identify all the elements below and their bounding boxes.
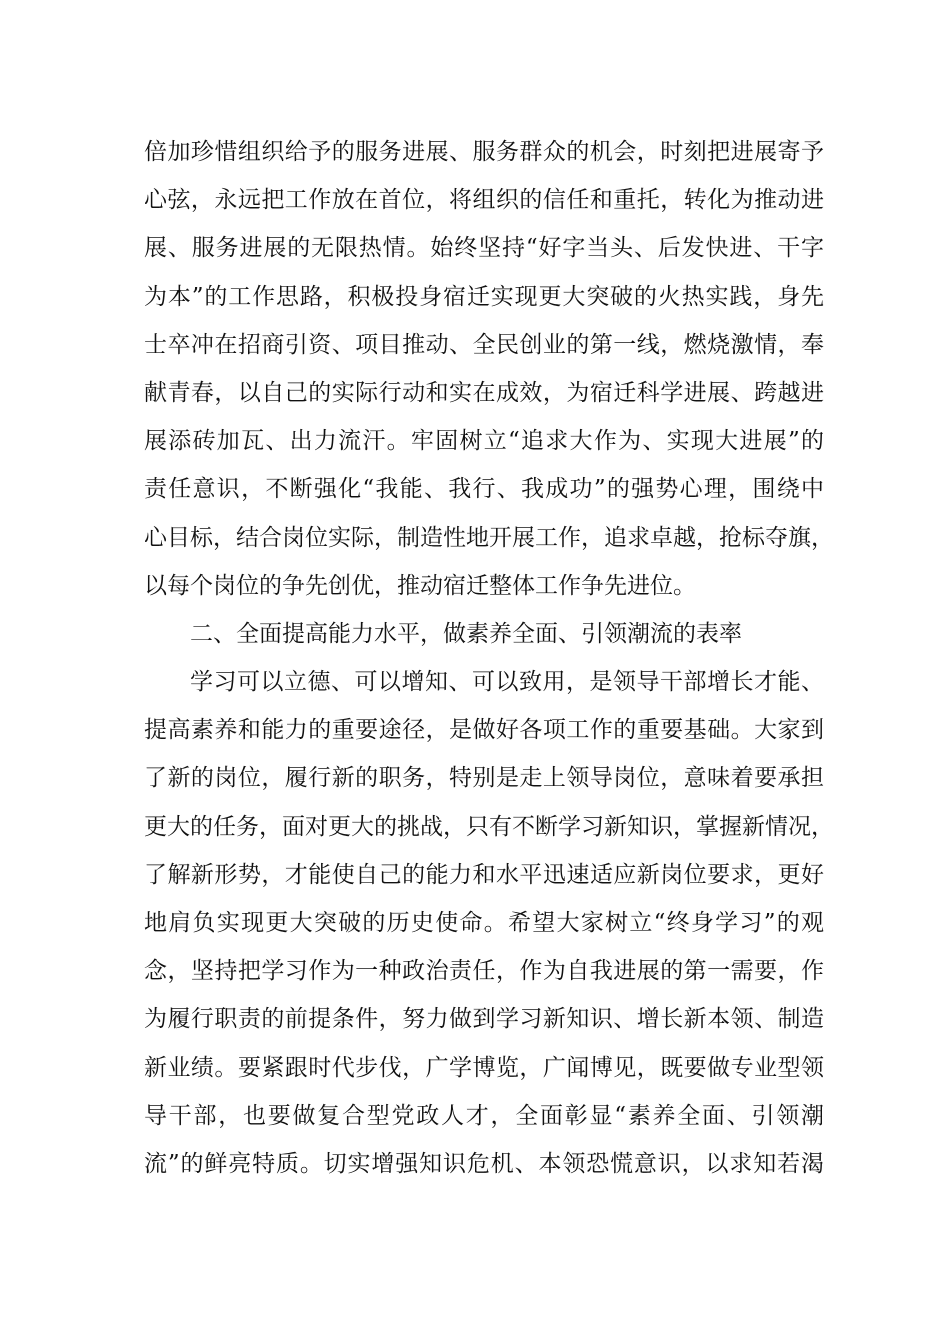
text-line: 念，坚持把学习作为一种政治责任，作为自我进展的第一需要，作 [144, 958, 824, 985]
text-line: 倍加珍惜组织给予的服务进展、服务群众的机会，时刻把进展寄予 [144, 139, 824, 165]
text-line: 提高素养和能力的重要途径，是做好各项工作的重要基础。大家到 [144, 717, 824, 744]
text-line: 心目标，结合岗位实际，制造性地开展工作，追求卓越，抢标夺旗， [144, 524, 834, 551]
text-line: 士卒冲在招商引资、项目推动、全民创业的第一线，燃烧激情，奉 [144, 331, 824, 358]
text-line: 了新的岗位，履行新的职务，特别是走上领导岗位，意味着要承担 [144, 765, 824, 792]
text-line: 了解新形势，才能使自己的能力和水平迅速适应新岗位要求，更好 [144, 861, 824, 888]
text-line: 更大的任务，面对更大的挑战，只有不断学习新知识，掌握新情况， [144, 813, 834, 840]
section-heading: 二、全面提高能力水平，做素养全面、引领潮流的表率 [190, 620, 742, 647]
text-line: 责任意识，不断强化“我能、我行、我成功”的强势心理，围绕中 [144, 476, 824, 503]
text-line: 地肩负实现更大突破的历史使命。希望大家树立“终身学习”的观 [144, 910, 824, 936]
paragraph-start-line: 学习可以立德、可以增知、可以致用，是领导干部增长才能、 [190, 669, 824, 696]
text-line: 展添砖加瓦、出力流汗。牢固树立“追求大作为、实现大进展”的 [144, 428, 824, 455]
body-text [144, 128, 834, 1188]
text-line: 导干部，也要做复合型党政人才，全面彰显“素养全面、引领潮 [144, 1102, 824, 1129]
text-line: 流”的鲜亮特质。切实增强知识危机、本领恐慌意识，以求知若渴 [144, 1150, 824, 1177]
text-line: 为本”的工作思路，积极投身宿迁实现更大突破的火热实践，身先 [144, 283, 824, 310]
text-line: 为履行职责的前提条件，努力做到学习新知识、增长新本领、制造 [144, 1006, 824, 1033]
text-line: 心弦，永远把工作放在首位，将组织的信任和重托，转化为推动进 [144, 187, 824, 214]
text-line: 献青春，以自己的实际行动和实在成效，为宿迁科学进展、跨越进 [144, 379, 824, 406]
text-line: 新业绩。要紧跟时代步伐，广学博览，广闻博见，既要做专业型领 [144, 1054, 824, 1081]
text-line: 展、服务进展的无限热情。始终坚持“好字当头、后发快进、干字 [144, 235, 824, 262]
paragraph-end-line: 以每个岗位的争先创优，推动宿迁整体工作争先进位。 [144, 572, 696, 599]
